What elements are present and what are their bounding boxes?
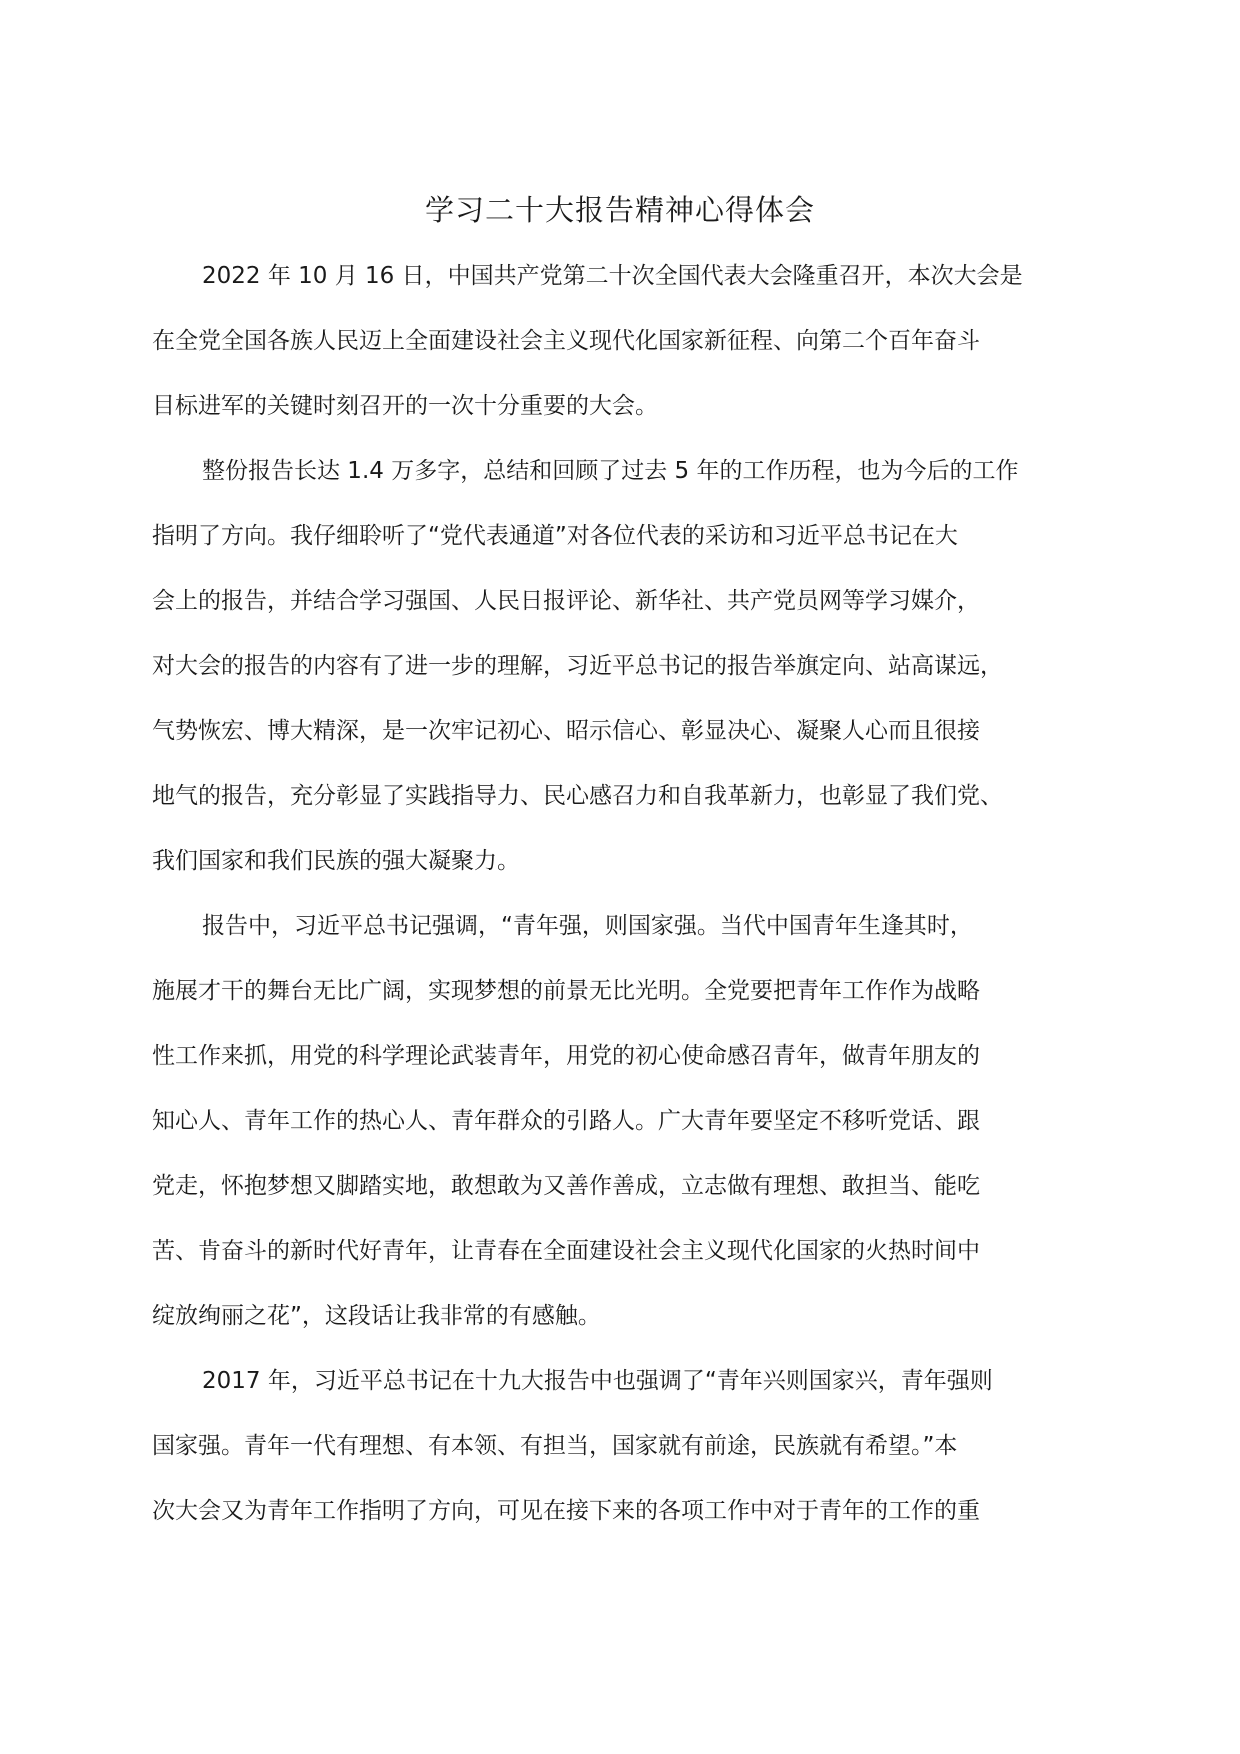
paragraph-line: 施展才干的舞台无比广阔，实现梦想的前景无比光明。全党要把青年工作作为战略 xyxy=(152,978,980,1004)
paragraph-line: 报告中，习近平总书记强调，“青年强，则国家强。当代中国青年生逢其时， xyxy=(202,913,973,939)
paragraph-line: 国家强。青年一代有理想、有本领、有担当，国家就有前途，民族就有希望。”本 xyxy=(152,1433,958,1459)
paragraph-line: 性工作来抓，用党的科学理论武装青年，用党的初心使命感召青年，做青年朋友的 xyxy=(152,1043,980,1069)
paragraph-line: 绽放绚丽之花”，这段话让我非常的有感触。 xyxy=(152,1303,601,1329)
paragraph-line: 我们国家和我们民族的强大凝聚力。 xyxy=(152,848,520,874)
paragraph-line: 整份报告长达 1.4 万多字，总结和回顾了过去 5 年的工作历程，也为今后的工作 xyxy=(202,458,1019,484)
paragraph-line: 2017 年，习近平总书记在十九大报告中也强调了“青年兴则国家兴，青年强则 xyxy=(202,1368,993,1394)
document-body xyxy=(152,256,1082,1556)
paragraph-line: 对大会的报告的内容有了进一步的理解，习近平总书记的报告举旗定向、站高谋远， xyxy=(152,653,1003,679)
paragraph-line: 次大会又为青年工作指明了方向，可见在接下来的各项工作中对于青年的工作的重 xyxy=(152,1498,980,1524)
paragraph-3 xyxy=(152,906,1082,1361)
document-title: 学习二十大报告精神心得体会 xyxy=(424,193,815,227)
paragraph-1 xyxy=(152,256,1082,451)
paragraph-line: 在全党全国各族人民迈上全面建设社会主义现代化国家新征程、向第二个百年奋斗 xyxy=(152,328,980,354)
paragraph-line: 会上的报告，并结合学习强国、人民日报评论、新华社、共产党员网等学习媒介， xyxy=(152,588,980,614)
paragraph-line: 党走，怀抱梦想又脚踏实地，敢想敢为又善作善成，立志做有理想、敢担当、能吃 xyxy=(152,1173,980,1199)
paragraph-line: 地气的报告，充分彰显了实践指导力、民心感召力和自我革新力，也彰显了我们党、 xyxy=(152,783,1003,809)
paragraph-line: 知心人、青年工作的热心人、青年群众的引路人。广大青年要坚定不移听党话、跟 xyxy=(152,1108,980,1134)
paragraph-line: 苦、肯奋斗的新时代好青年，让青春在全面建设社会主义现代化国家的火热时间中 xyxy=(152,1238,980,1264)
paragraph-line: 指明了方向。我仔细聆听了“党代表通道”对各位代表的采访和习近平总书记在大 xyxy=(152,523,958,549)
paragraph-2 xyxy=(152,451,1082,906)
paragraph-line: 气势恢宏、博大精深，是一次牢记初心、昭示信心、彰显决心、凝聚人心而且很接 xyxy=(152,718,980,744)
paragraph-line: 2022 年 10 月 16 日，中国共产党第二十次全国代表大会隆重召开，本次大会是 xyxy=(202,263,1023,289)
paragraph-4 xyxy=(152,1361,1082,1556)
paragraph-line: 目标进军的关键时刻召开的一次十分重要的大会。 xyxy=(152,393,658,419)
